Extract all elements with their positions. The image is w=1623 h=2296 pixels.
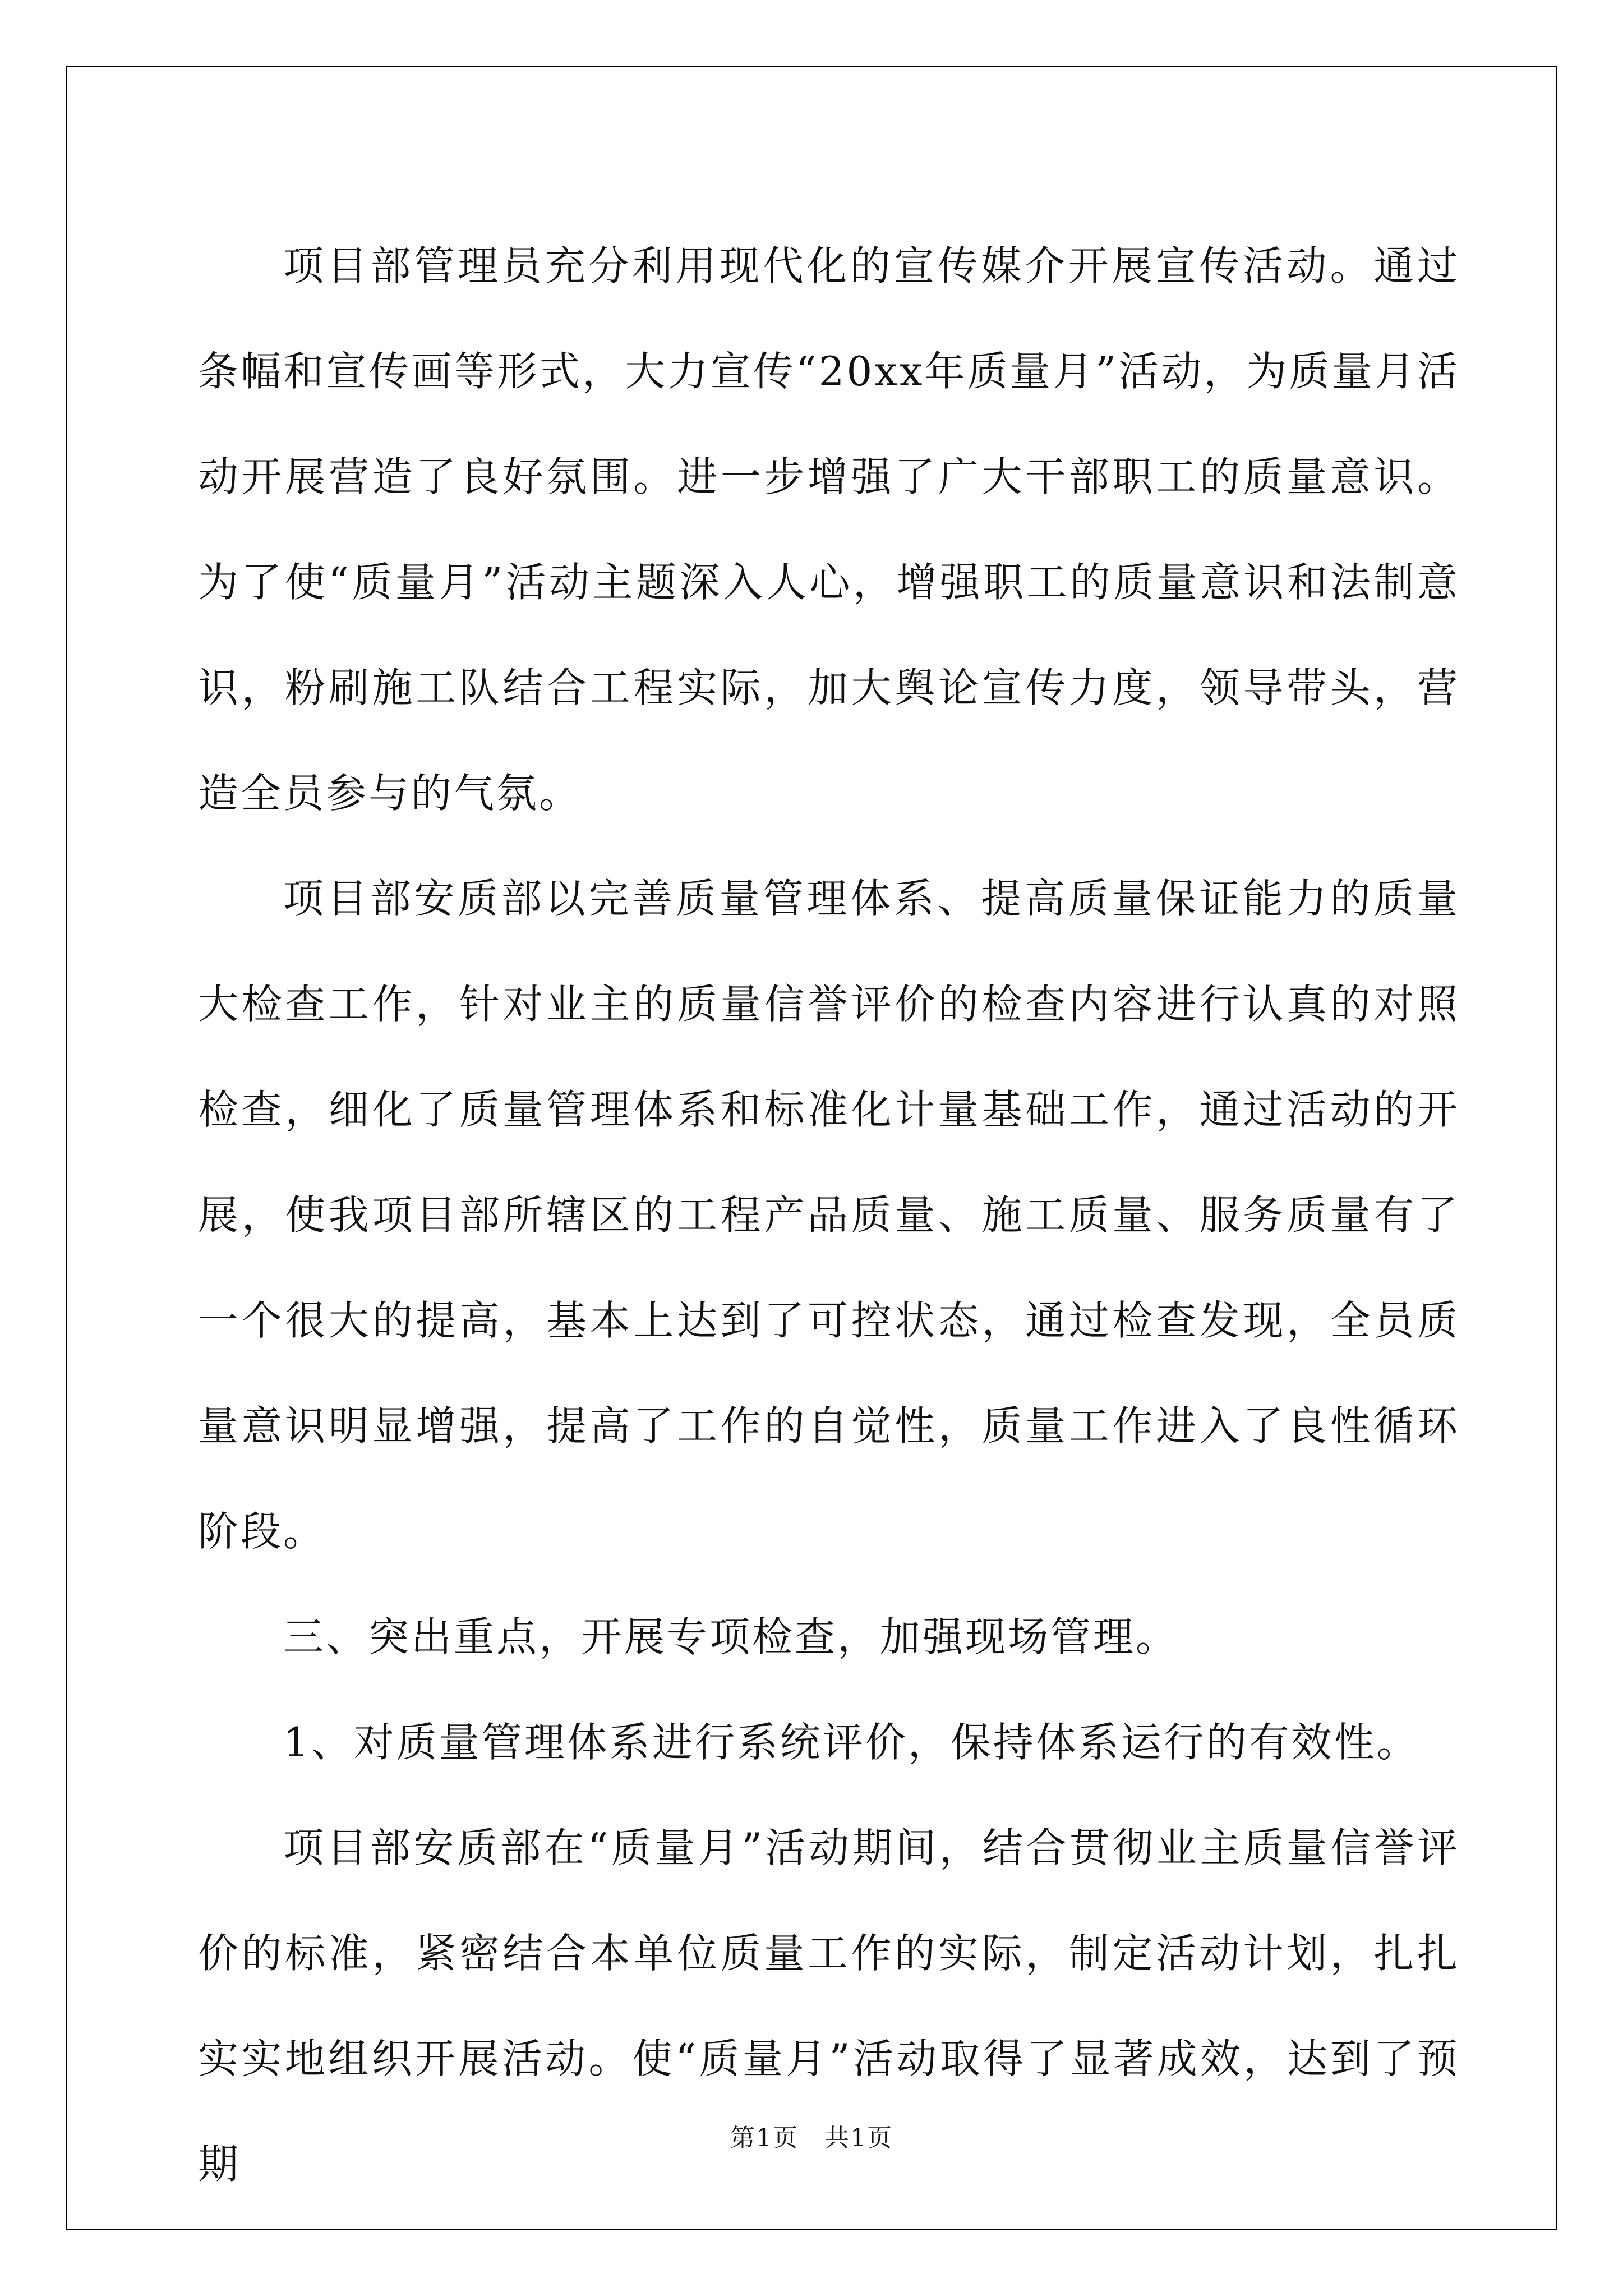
paragraph-inspection: 项目部安质部以完善质量管理体系、提高质量保证能力的质量大检查工作，针对业主的质量信誉评价的检查内容进行认真的对照检查，细化了质量管理体系和标准化计量基础工作，通过活动的开展，使我项目部所辖区的工程产品质量、施工质量、服务质量有了一个很大的提高，基本上达到了可控状态，通过检查发现，全员质量意识明显增强，提高了工作的自觉性，质量工作进入了良性循环阶段。: [198, 875, 1460, 1555]
paragraph-activity: 项目部安质部在“质量月”活动期间，结合贯彻业主质量信誉评价的标准，紧密结合本单位质量工作的实际，制定活动计划，扎扎实实地组织开展活动。使“质量月”活动取得了显著成效，达到了预期: [198, 1824, 1460, 2188]
document-body: [198, 213, 1460, 2217]
sub-heading: 1、对质量管理体系进行系统评价，保持体系运行的有效性。: [283, 1719, 1419, 1766]
section-heading: 三、突出重点，开展专项检查，加强现场管理。: [283, 1613, 1179, 1660]
paragraph-publicity: 项目部管理员充分利用现代化的宣传媒介开展宣传活动。通过条幅和宣传画等形式，大力宣传“20xx年质量月”活动，为质量月活动开展营造了良好氛围。进一步增强了广大干部职工的质量意识。为了使“质量月”活动主题深入人心，增强职工的质量意识和法制意识，粉刷施工队结合工程实际，加大舆论宣传力度，领导带头，营造全员参与的气氛。: [198, 242, 1460, 817]
page-number: 第1页 共1页: [730, 2124, 893, 2152]
